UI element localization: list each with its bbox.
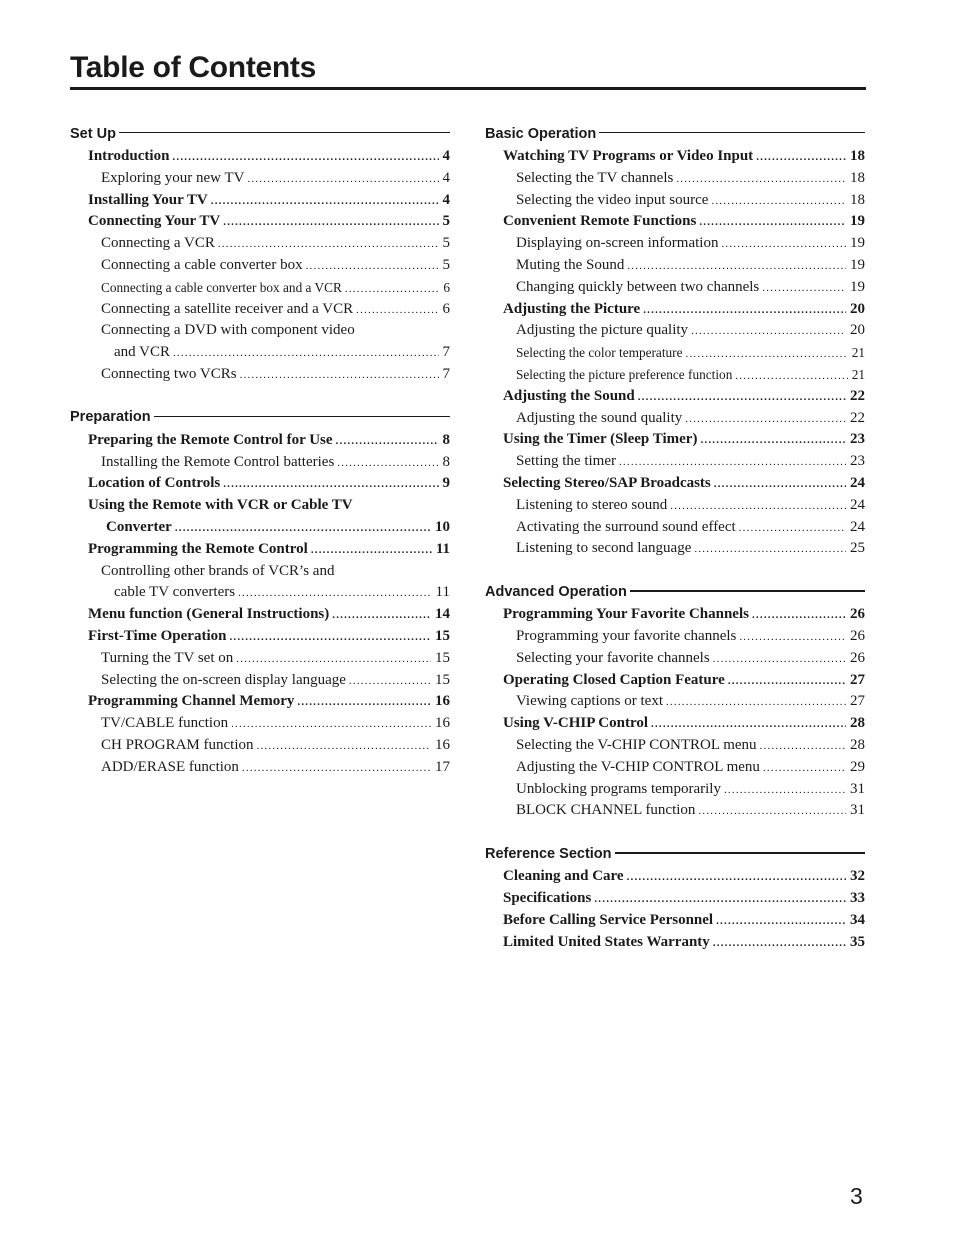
toc-entry-page: 8	[442, 431, 450, 448]
dot-leader	[728, 671, 846, 692]
toc-entry-title: Exploring your new TV	[101, 169, 245, 186]
dot-leader	[627, 867, 846, 888]
toc-entry-title: Connecting a cable converter box	[101, 256, 303, 273]
dot-leader	[700, 430, 846, 451]
section-rule	[119, 132, 450, 133]
section-rule	[599, 132, 865, 133]
toc-entry[interactable]	[485, 386, 865, 408]
toc-entry-title: Connecting a DVD with component video	[101, 322, 355, 339]
dot-leader	[760, 736, 846, 757]
section-heading	[70, 408, 450, 427]
toc-entry[interactable]	[70, 691, 450, 713]
toc-entry[interactable]	[70, 648, 450, 670]
dot-leader	[638, 387, 846, 408]
toc-entry[interactable]	[485, 517, 865, 539]
toc-entry-page: 27	[850, 693, 865, 710]
toc-entry-page: 32	[850, 868, 865, 885]
toc-entry-title: Using the Remote with VCR or Cable TV	[88, 497, 353, 514]
toc-entry[interactable]	[485, 451, 865, 473]
toc-entry-page: 7	[442, 365, 450, 382]
toc-entry-title: Before Calling Service Personnel	[503, 911, 714, 928]
dot-leader	[336, 431, 439, 452]
dot-leader	[714, 474, 846, 495]
toc-entry[interactable]	[485, 757, 865, 779]
toc-entry[interactable]	[70, 473, 450, 495]
toc-entry-title: Using the Timer (Sleep Timer)	[503, 431, 698, 448]
page-number: 3	[850, 1183, 863, 1209]
toc-entry[interactable]	[485, 735, 865, 757]
toc-entry-page: 24	[850, 518, 865, 535]
toc-entry[interactable]	[485, 910, 865, 932]
toc-entry-page: 18	[850, 148, 865, 164]
toc-entry-title: Programming Channel Memory	[88, 693, 295, 710]
toc-entry-title: Adjusting the V-CHIP CONTROL menu	[516, 758, 760, 775]
dot-leader	[685, 409, 846, 430]
toc-entry[interactable]	[485, 888, 865, 910]
toc-entry-page: 33	[850, 889, 865, 906]
toc-entry-page: 21	[851, 366, 865, 382]
dot-leader	[739, 518, 846, 539]
toc-entry-page: 8	[442, 453, 450, 470]
dot-leader	[240, 365, 439, 386]
toc-entry[interactable]	[70, 233, 450, 255]
toc-entry-page: 5	[442, 256, 450, 273]
toc-entry-page: 7	[442, 344, 450, 361]
toc-entry-page: 18	[850, 169, 865, 186]
toc-entry[interactable]	[485, 190, 865, 212]
dot-leader	[297, 692, 431, 713]
dot-leader	[306, 256, 439, 277]
toc-entry-page: 15	[435, 649, 450, 666]
toc-entry[interactable]	[485, 932, 865, 954]
title-rule	[70, 87, 866, 90]
dot-leader	[713, 933, 846, 954]
toc-entry-title: Preparing the Remote Control for Use	[88, 431, 333, 448]
toc-entry[interactable]	[70, 517, 450, 539]
toc-entry-title: Selecting the color temperature	[516, 345, 683, 361]
toc-entry-page: 23	[850, 453, 865, 470]
toc-section-preparation	[70, 408, 450, 779]
toc-entry-title: Introduction	[88, 148, 170, 164]
toc-entry-page: 24	[850, 474, 865, 491]
toc-entry[interactable]	[485, 168, 865, 190]
dot-leader	[247, 169, 438, 190]
dot-leader	[356, 300, 438, 321]
dot-leader	[713, 649, 846, 670]
toc-entry-title: Selecting your favorite channels	[516, 649, 710, 666]
toc-entry[interactable]	[485, 320, 865, 342]
toc-entry[interactable]	[485, 866, 865, 888]
dot-leader	[686, 344, 848, 364]
toc-entry-title: Selecting the TV channels	[516, 169, 674, 186]
toc-entry[interactable]	[485, 277, 865, 299]
dot-leader	[691, 321, 846, 342]
toc-entry-page: 19	[850, 278, 865, 295]
toc-entry[interactable]	[70, 211, 450, 233]
toc-entry[interactable]	[70, 670, 450, 692]
toc-entry-title: Activating the surround sound effect	[516, 518, 736, 535]
toc-entry[interactable]	[485, 364, 865, 386]
dot-leader	[332, 605, 431, 626]
dot-leader	[627, 256, 846, 277]
section-rule	[154, 416, 450, 417]
toc-entry-page: 18	[850, 191, 865, 208]
toc-section-set-up	[70, 124, 450, 386]
toc-entry[interactable]	[485, 211, 865, 233]
toc-entry-title: Convenient Remote Functions	[503, 213, 697, 230]
dot-leader	[735, 366, 847, 386]
toc-entry[interactable]	[485, 604, 865, 626]
toc-entry[interactable]	[70, 582, 450, 604]
toc-entry-page: 26	[850, 649, 865, 666]
toc-entry-title: Listening to second language	[516, 540, 692, 557]
toc-entry-title: Selecting the picture preference function	[516, 366, 733, 382]
toc-entry-title: Using V-CHIP Control	[503, 715, 649, 732]
toc-entry[interactable]	[485, 429, 865, 451]
toc-entry-title: Selecting Stereo/SAP Broadcasts	[503, 474, 711, 491]
toc-entry[interactable]	[70, 364, 450, 386]
dot-leader	[311, 540, 432, 561]
dot-leader	[699, 212, 846, 233]
dot-leader	[337, 453, 438, 474]
dot-leader	[173, 343, 439, 364]
toc-entry-page: 25	[850, 540, 865, 557]
dot-leader	[752, 605, 846, 626]
left-column	[70, 124, 450, 801]
page-title: Table of Contents	[70, 51, 317, 84]
dot-leader	[218, 234, 439, 255]
toc-entry[interactable]	[70, 757, 450, 779]
toc-entry-title: Displaying on-screen information	[516, 235, 719, 252]
toc-entry-title: First-Time Operation	[88, 627, 227, 644]
toc-entry[interactable]	[70, 604, 450, 626]
toc-entry[interactable]	[70, 168, 450, 190]
toc-entry-page: 16	[435, 736, 450, 753]
toc-entry[interactable]	[485, 495, 865, 517]
toc-entry-title: Adjusting the Sound	[503, 387, 635, 404]
toc-entry[interactable]	[485, 255, 865, 277]
toc-entry-title: Selecting the V-CHIP CONTROL menu	[516, 736, 757, 753]
toc-entry-title: ADD/ERASE function	[101, 758, 239, 775]
toc-entry-title: Listening to stereo sound	[516, 496, 668, 513]
dot-leader	[762, 278, 846, 299]
dot-leader	[257, 736, 431, 757]
toc-entry[interactable]	[485, 538, 865, 560]
toc-entry-title: Connecting a satellite receiver and a VCR	[101, 300, 354, 317]
toc-entry-title: Adjusting the Picture	[503, 300, 641, 317]
toc-entry-title: Connecting two VCRs	[101, 365, 237, 382]
dot-leader	[763, 758, 846, 779]
toc-entry-title: Operating Closed Caption Feature	[503, 671, 725, 688]
toc-entry[interactable]	[485, 713, 865, 735]
toc-entry-page: 28	[850, 715, 865, 732]
toc-entry-title: Setting the timer	[516, 453, 616, 470]
dot-leader	[238, 583, 431, 604]
section-heading-label: Reference Section	[485, 845, 612, 862]
toc-entry-page: 6	[443, 279, 450, 295]
toc-entry-title: cable TV converters	[114, 584, 236, 601]
dot-leader	[756, 147, 846, 168]
toc-entry-page: 16	[435, 693, 450, 710]
dot-leader	[698, 801, 846, 822]
dot-leader	[223, 474, 438, 495]
section-rule	[630, 590, 865, 592]
toc-entry-title: Connecting Your TV	[88, 213, 221, 230]
toc-entry-title: Viewing captions or text	[516, 693, 663, 710]
dot-leader	[711, 191, 846, 212]
dot-leader	[231, 714, 431, 735]
toc-entry-title: Selecting the on-screen display language	[101, 671, 346, 688]
toc-entry[interactable]	[485, 146, 865, 168]
toc-entry[interactable]	[485, 800, 865, 822]
toc-entry-page: 11	[435, 540, 450, 557]
toc-entry[interactable]	[70, 320, 450, 342]
dot-leader	[694, 539, 846, 560]
toc-entry[interactable]	[485, 670, 865, 692]
toc-entry-page: 4	[442, 191, 450, 208]
toc-entry-page: 9	[442, 475, 450, 492]
toc-entry[interactable]	[70, 561, 450, 583]
toc-entry-title: Watching TV Programs or Video Input	[503, 148, 754, 164]
toc-entry-page: 28	[850, 736, 865, 753]
toc-entry[interactable]	[70, 452, 450, 474]
section-heading-label: Basic Operation	[485, 125, 597, 142]
dot-leader	[172, 147, 438, 168]
dot-leader	[175, 518, 431, 539]
section-heading	[485, 844, 865, 863]
toc-entry-title: Installing the Remote Control batteries	[101, 453, 335, 470]
toc-entry[interactable]	[70, 299, 450, 321]
toc-entry-page: 19	[850, 256, 865, 273]
toc-entry[interactable]	[70, 277, 450, 299]
toc-entry-page: 20	[850, 322, 865, 339]
toc-entry-page: 27	[850, 671, 865, 688]
dot-leader	[223, 212, 438, 233]
dot-leader	[349, 671, 431, 692]
toc-entry-page: 24	[850, 496, 865, 513]
toc-entry-page: 31	[850, 802, 865, 819]
toc-entry-page: 31	[850, 780, 865, 797]
toc-entry-title: Programming the Remote Control	[88, 540, 308, 557]
toc-entry-page: 26	[850, 627, 865, 644]
toc-entry-title: TV/CABLE function	[101, 715, 229, 732]
dot-leader	[721, 234, 846, 255]
toc-entry-page: 17	[435, 758, 450, 775]
toc-entry-page: 11	[435, 584, 450, 601]
toc-entry-title: Muting the Sound	[516, 256, 625, 273]
dot-leader	[716, 911, 846, 932]
dot-leader	[643, 300, 846, 321]
toc-entry-page: 15	[435, 627, 450, 644]
toc-entry-title: and VCR	[114, 344, 170, 361]
section-heading	[485, 582, 865, 601]
toc-entry[interactable]	[70, 626, 450, 648]
toc-entry-title: Adjusting the sound quality	[516, 409, 683, 426]
toc-entry[interactable]	[70, 430, 450, 452]
toc-entry-title: Connecting a cable converter box and a VCR	[101, 279, 342, 295]
toc-entry[interactable]	[485, 779, 865, 801]
toc-entry-title: Connecting a VCR	[101, 235, 215, 252]
dot-leader	[666, 692, 846, 713]
toc-entry-page: 14	[435, 606, 450, 623]
toc-section-basic-operation	[485, 124, 865, 560]
toc-entry[interactable]	[485, 233, 865, 255]
toc-entry-page: 10	[435, 518, 450, 535]
toc-entry-page: 4	[442, 169, 450, 186]
toc-entry-title: Installing Your TV	[88, 191, 208, 208]
toc-entry-title: Turning the TV set on	[101, 649, 234, 666]
toc-entry-title: Adjusting the picture quality	[516, 322, 689, 339]
toc-entry[interactable]	[485, 408, 865, 430]
toc-entry[interactable]	[485, 473, 865, 495]
section-heading-label: Set Up	[70, 125, 116, 142]
toc-section-reference-section	[485, 844, 865, 953]
toc-section-advanced-operation	[485, 582, 865, 822]
toc-entry[interactable]	[485, 648, 865, 670]
section-heading-label: Preparation	[70, 409, 151, 426]
dot-leader	[242, 758, 431, 779]
toc-entry-page: 22	[850, 409, 865, 426]
toc-entry[interactable]	[485, 299, 865, 321]
toc-entry-title: BLOCK CHANNEL function	[516, 802, 696, 819]
toc-entry-page: 5	[442, 213, 450, 230]
section-rule	[615, 852, 865, 854]
toc-entry-title: Location of Controls	[88, 475, 221, 492]
toc-entry-title: Unblocking programs temporarily	[516, 780, 721, 797]
toc-entry-page: 21	[851, 345, 865, 361]
toc-entry-page: 5	[442, 235, 450, 252]
toc-entry-title: Programming Your Favorite Channels	[503, 606, 749, 623]
toc-entry[interactable]	[485, 626, 865, 648]
dot-leader	[676, 169, 846, 190]
toc-entry-page: 20	[850, 300, 865, 317]
section-heading	[70, 124, 450, 143]
toc-entry-title: Changing quickly between two channels	[516, 278, 760, 295]
dot-leader	[236, 649, 431, 670]
toc-entry[interactable]	[70, 735, 450, 757]
toc-entry-page: 15	[435, 671, 450, 688]
toc-entry-title: Specifications	[503, 889, 592, 906]
dot-leader	[670, 496, 846, 517]
toc-entry[interactable]	[70, 342, 450, 364]
dot-leader	[739, 627, 846, 648]
toc-entry-page: 23	[850, 431, 865, 448]
toc-entry-title: Programming your favorite channels	[516, 627, 737, 644]
toc-entry[interactable]	[70, 146, 450, 168]
dot-leader	[345, 279, 439, 299]
toc-entry-title: Limited United States Warranty	[503, 933, 710, 950]
dot-leader	[724, 780, 846, 801]
toc-entry-title: Controlling other brands of VCR’s and	[101, 562, 335, 579]
dot-leader	[229, 627, 431, 648]
toc-entry[interactable]	[70, 495, 450, 517]
toc-entry-title: CH PROGRAM function	[101, 736, 254, 753]
toc-entry[interactable]	[70, 255, 450, 277]
dot-leader	[619, 452, 846, 473]
toc-entry-title: Selecting the video input source	[516, 191, 709, 208]
toc-entry-page: 34	[850, 911, 865, 928]
toc-entry-page: 26	[850, 606, 865, 623]
right-column	[485, 124, 865, 975]
toc-entry-title: Cleaning and Care	[503, 868, 624, 885]
dot-leader	[651, 714, 846, 735]
toc-entry-page: 16	[435, 715, 450, 732]
toc-entry[interactable]	[70, 190, 450, 212]
toc-entry-page: 35	[850, 933, 865, 950]
dot-leader	[211, 191, 439, 212]
section-heading	[485, 124, 865, 143]
toc-entry-page: 4	[442, 148, 450, 164]
toc-entry-page: 19	[850, 213, 865, 230]
toc-entry-page: 19	[850, 235, 865, 252]
section-heading-label: Advanced Operation	[485, 583, 627, 600]
toc-entry[interactable]	[485, 691, 865, 713]
toc-entry[interactable]	[70, 539, 450, 561]
toc-entry-page: 22	[850, 387, 865, 404]
toc-entry-title: Menu function (General Instructions)	[88, 606, 330, 623]
toc-entry-page: 6	[442, 300, 450, 317]
toc-entry[interactable]	[70, 713, 450, 735]
dot-leader	[594, 889, 846, 910]
toc-entry-page: 29	[850, 758, 865, 775]
toc-entry-title: Converter	[106, 518, 172, 535]
toc-entry[interactable]	[485, 342, 865, 364]
